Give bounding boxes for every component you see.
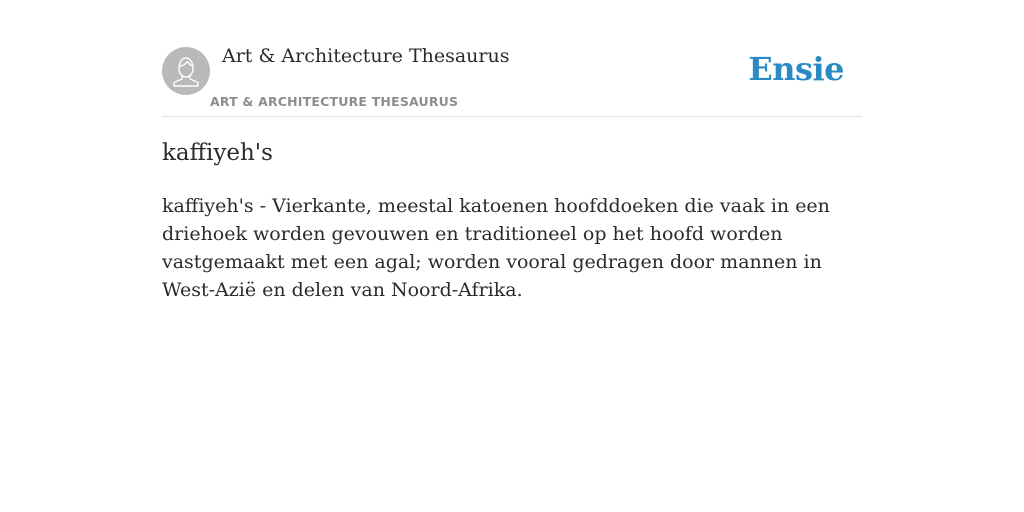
author-name[interactable]: Art & Architecture Thesaurus bbox=[222, 45, 510, 67]
ensie-logo[interactable]: Ensie bbox=[748, 50, 844, 88]
page-header bbox=[162, 0, 862, 117]
page-title: kaffiyeh's bbox=[162, 140, 273, 166]
author-avatar[interactable] bbox=[162, 47, 210, 95]
source-label[interactable]: ART & ARCHITECTURE THESAURUS bbox=[210, 94, 459, 109]
user-icon bbox=[162, 47, 210, 95]
definition-text: kaffiyeh's - Vierkante, meestal katoenen hoofddoeken die vaak in een driehoek worden gevouwen en traditioneel op het hoofd worden vastgemaakt met een agal; worden vooral gedragen door mannen in West-Azië en delen van Noord-Afrika. bbox=[162, 195, 830, 301]
